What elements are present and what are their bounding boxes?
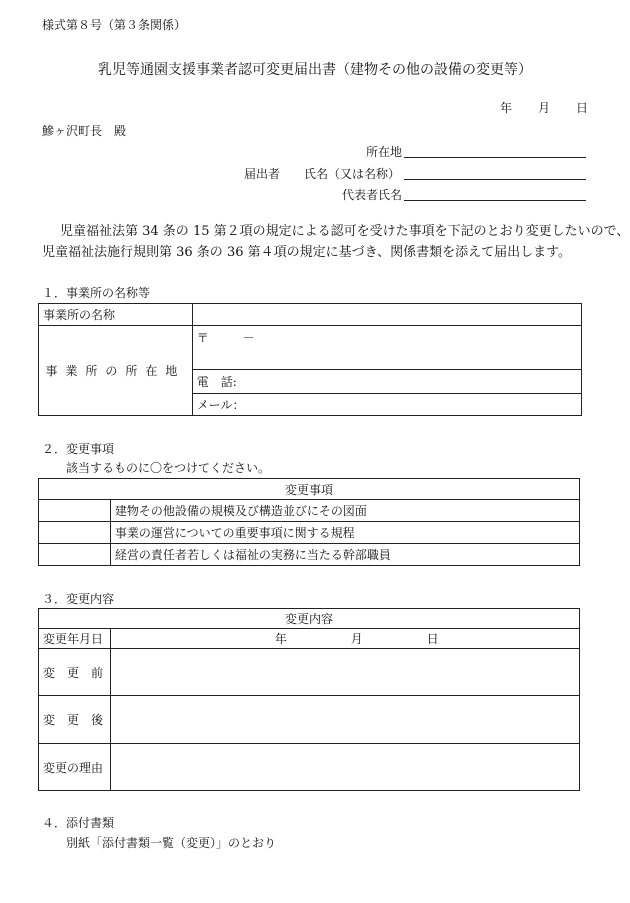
postal-cell[interactable]	[192, 326, 581, 370]
date-day: 日	[576, 101, 589, 115]
address-field[interactable]	[404, 157, 586, 158]
postal-mark: 〒	[196, 331, 209, 345]
reason-label: 変更の理由	[39, 744, 111, 791]
after-cell[interactable]	[110, 696, 579, 744]
change-item-2: 事業の運営についての重要事項に関する規程	[110, 522, 579, 544]
section2-instruction: 該当するものに〇をつけてください。	[66, 461, 271, 475]
change-date-day: 日	[426, 632, 439, 646]
phone-cell[interactable]: 電 話:	[192, 370, 581, 394]
page-title: 乳児等通園支援事業者認可変更届出書（建物その他の設備の変更等）	[98, 62, 532, 78]
after-label: 変 更 後	[39, 696, 111, 744]
name-label: 氏名（又は名称）	[304, 167, 401, 181]
notifier-label: 届出者	[244, 167, 281, 181]
name-field[interactable]	[404, 179, 586, 180]
check-cell-2[interactable]	[39, 522, 111, 544]
attachments-text: 別紙「添付書類一覧（変更）」のとおり	[66, 836, 277, 850]
email-cell[interactable]: メール：	[192, 394, 581, 416]
rep-label: 代表者氏名	[342, 188, 403, 202]
facility-name-label: 事業所の名称	[39, 304, 193, 326]
section4-heading: ４．添付書類	[42, 816, 115, 830]
address-label: 所在地	[366, 145, 403, 159]
change-date-year: 年	[274, 632, 287, 646]
facility-table	[38, 303, 582, 416]
change-date-label: 変更年月日	[39, 629, 111, 649]
postal-dash: －	[242, 331, 255, 345]
check-cell-1[interactable]	[39, 500, 111, 522]
before-label: 変 更 前	[39, 649, 111, 696]
body-line-1: 児童福祉法第 34 条の 15 第２項の規定による認可を受けた事項を下記のとおり変更したいので、	[60, 224, 630, 239]
date-month: 月	[538, 101, 551, 115]
check-cell-3[interactable]	[39, 544, 111, 566]
change-items-header: 変更事項	[39, 479, 580, 500]
section3-heading: ３．変更内容	[42, 592, 115, 606]
form-number: 様式第８号（第３条関係）	[42, 18, 187, 32]
change-item-1: 建物その他設備の規模及び構造並びにその図面	[110, 500, 579, 522]
change-item-3: 経営の責任者若しくは福祉の実務に当たる幹部職員	[110, 544, 579, 566]
facility-name-cell[interactable]	[192, 304, 581, 326]
body-line-2: 児童福祉法施行規則第 36 条の 36 第４項の規定に基づき、関係書類を添えて届出します。	[42, 245, 572, 260]
addressee: 鰺ヶ沢町長 殿	[42, 124, 127, 138]
date-year: 年	[500, 101, 513, 115]
change-content-header: 変更内容	[39, 609, 580, 629]
change-date-month: 月	[350, 632, 363, 646]
change-date-cell[interactable]	[110, 629, 579, 649]
section2-heading: ２．変更事項	[42, 442, 115, 456]
change-content-table	[38, 608, 580, 791]
before-cell[interactable]	[110, 649, 579, 696]
rep-name-field[interactable]	[404, 200, 586, 201]
section1-heading: １．事業所の名称等	[42, 286, 151, 300]
facility-location-label: 事業所の所在地	[39, 326, 193, 416]
change-items-table	[38, 478, 580, 566]
reason-cell[interactable]	[110, 744, 579, 791]
